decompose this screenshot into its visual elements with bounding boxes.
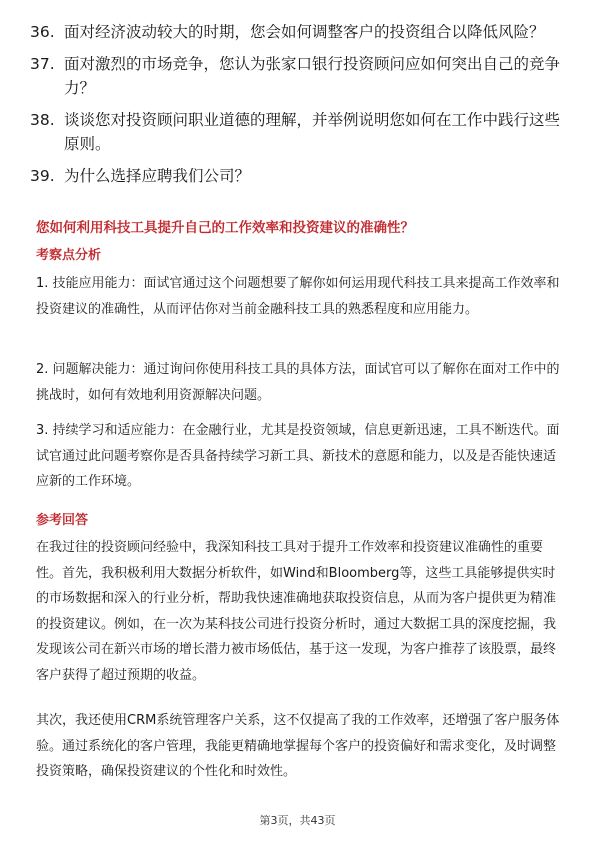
answer-heading: 参考回答 xyxy=(36,513,89,528)
analysis-point-2: 2. 问题解决能力：通过询问你使用科技工具的具体方法，面试官可以了解你在面对工作中的挑战时，如何有效地利用资源解决问题。 xyxy=(36,362,560,403)
answer-paragraph-2: 其次，我还使用CRM系统管理客户关系，这不仅提高了我的工作效率，还增强了客户服务体验。通过系统化的客户管理，我能更精确地掌握每个客户的投资偏好和需求变化，及时调整投资策略，确保投资建议的个性化和时效性。 xyxy=(36,713,560,779)
analysis-point-1: 1. 技能应用能力：面试官通过这个问题想要了解你如何运用现代科技工具来提高工作效率和投资建议的准确性，从而评估你对当前金融科技工具的熟悉程度和应用能力。 xyxy=(36,276,560,317)
analysis-heading: 考察点分析 xyxy=(36,248,102,263)
focus-question-heading: 您如何利用科技工具提升自己的工作效率和投资建议的准确性？ xyxy=(36,220,414,236)
question-text: 为什么选择应聘我们公司？ xyxy=(64,167,251,185)
question-number: 37. xyxy=(30,55,55,73)
analysis-point-3: 3. 持续学习和适应能力：在金融行业，尤其是投资领域，信息更新迅速，工具不断迭代。面试官通过此问题考察你是否具备持续学习新工具、新技术的意愿和能力，以及是否能快速适应新的工作环境。 xyxy=(36,423,560,489)
question-list xyxy=(30,20,570,196)
question-item xyxy=(30,164,570,188)
question-number: 39. xyxy=(30,167,55,185)
question-number: 38. xyxy=(30,111,55,129)
question-number: 36. xyxy=(30,23,55,41)
question-item xyxy=(30,52,570,100)
question-item xyxy=(30,20,570,44)
question-item xyxy=(30,108,570,156)
page-footer: 第3页，共43页 xyxy=(259,814,336,827)
question-text: 面对激烈的市场竞争，您认为张家口银行投资顾问应如何突出自己的竞争力？ xyxy=(64,55,561,97)
question-text: 面对经济波动较大的时期，您会如何调整客户的投资组合以降低风险？ xyxy=(64,23,545,41)
question-text: 谈谈您对投资顾问职业道德的理解，并举例说明您如何在工作中践行这些原则。 xyxy=(64,111,561,153)
answer-paragraph-1: 在我过往的投资顾问经验中，我深知科技工具对于提升工作效率和投资建议准确性的重要性。首先，我积极利用大数据分析软件，如Wind和Bloomberg等，这些工具能够提供实时的市场数据和深入的行业分析，帮助我快速准确地获取投资信息，从而为客户提供更为精准的投资建议。例如，在一次为某科技公司进行投资分析时，通过大数据工具的深度挖掘，我发现该公司在新兴市场的增长潜力被市场低估，基于这一发现，为客户推荐了该股票，最终客户获得了超过预期的收益。 xyxy=(36,540,557,683)
